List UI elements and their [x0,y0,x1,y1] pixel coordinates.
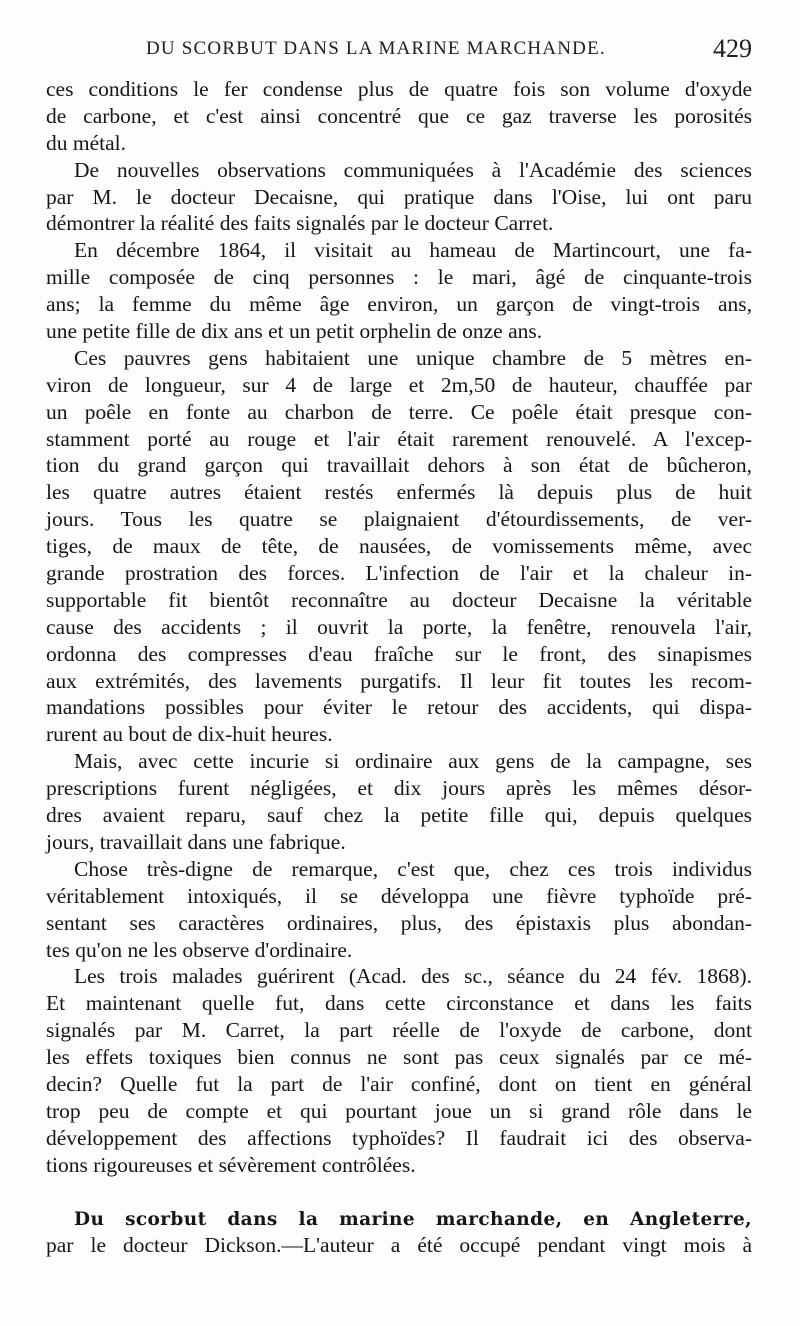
text-line: ordonna des compresses d'eau fraîche sur le front, des sinapismes [46,641,752,666]
text-line: grande prostration des forces. L'infection de l'air et la chaleur in- [46,561,752,586]
text-line: par M. le docteur Decaisne, qui pratique dans l'Oise, lui ont paru [46,184,752,209]
text-line: tion du grand garçon qui travaillait dehors à son état de bûcheron, [46,453,752,478]
text-line: trop peu de compte et qui pourtant joue un si grand rôle dans le [46,1098,752,1123]
text-line: mille composée de cinq personnes : le mari, âgé de cinquante-trois [46,265,752,290]
text-line: signalés par M. Carret, la part réelle de l'oxyde de carbone, dont [46,1018,752,1043]
text-line: Mais, avec cette incurie si ordinaire aux gens de la campagne, ses [74,749,752,774]
text-line: démontrer la réalité des faits signalés par le docteur Carret. [46,211,554,236]
text-line: De nouvelles observations communiquées à l'Académie des sciences [74,157,752,182]
text-line: aux extrémités, des lavements purgatifs. Il leur fit toutes les recom- [46,668,752,693]
text-line: un poêle en fonte au charbon de terre. Ce poêle était presque con- [46,399,752,424]
text-line: les effets toxiques bien connus ne sont pas ceux signalés par ce mé- [46,1045,752,1070]
text-line: Et maintenant quelle fut, dans cette circonstance et dans les faits [46,991,752,1016]
text-line: rurent au bout de dix-huit heures. [46,722,333,747]
text-line: tes qu'on ne les observe d'ordinaire. [46,937,353,962]
text-line: prescriptions furent négligées, et dix jours après les mêmes désor- [46,776,752,801]
text-line: ces conditions le fer condense plus de quatre fois son volume d'oxyde [46,77,752,101]
text-line: les quatre autres étaient restés enfermés là depuis plus de huit [46,480,752,505]
text-line: ans; la femme du même âge environ, un garçon de vingt-trois ans, [46,292,752,317]
text-line: développement des affections typhoïdes? Il faudrait ici des observa- [46,1125,752,1150]
text-line: cause des accidents ; il ouvrit la porte, la fenêtre, renouvela l'air, [46,614,752,639]
text-line: Les trois malades guérirent (Acad. des sc., séance du 24 fév. 1868). [74,964,752,989]
page-number: 429 [713,34,752,63]
text-line: Chose très-digne de remarque, c'est que, chez ces trois individus [74,856,752,881]
body-text [46,76,752,1259]
text-line: jours. Tous les quatre se plaignaient d'étourdissements, de ver- [46,507,752,532]
text-line: de carbone, et c'est ainsi concentré que ce gaz traverse les porosités [46,103,752,128]
text-line: sentant ses caractères ordinaires, plus, des épistaxis plus abondan- [46,910,752,935]
text-line: Ces pauvres gens habitaient une unique chambre de 5 mètres en- [74,345,752,370]
text-line: stamment porté au rouge et l'air était rarement renouvelé. A l'excep- [46,426,752,451]
text-line: par le docteur Dickson.—L'auteur a été occupé pendant vingt mois à [46,1233,752,1258]
text-line: une petite fille de dix ans et un petit orphelin de onze ans. [46,319,543,344]
text-line: du métal. [46,130,127,155]
section-title: Du scorbut dans la marine marchande, en Angleterre, [74,1209,752,1231]
text-line: decin? Quelle fut la part de l'air confiné, dont on tient en général [46,1071,752,1096]
text-line: supportable fit bientôt reconnaître au docteur Decaisne la véritable [46,587,752,612]
paragraph-gap [46,1179,752,1206]
text-line: tions rigoureuses et sévèrement contrôlées. [46,1152,416,1177]
section-heading-line [46,1205,752,1232]
text-line: véritablement intoxiqués, il se développa une fièvre typhoïde pré- [46,883,752,908]
text-line: tiges, de maux de tête, de nausées, de vomissements même, avec [46,534,752,559]
text-line: mandations possibles pour éviter le retour des accidents, qui dispa- [46,695,752,720]
running-header [40,36,752,70]
text-line: En décembre 1864, il visitait au hameau de Martincourt, une fa- [74,238,752,263]
text-line: dres avaient reparu, sauf chez la petite fille qui, depuis quelques [46,803,752,828]
running-title: DU SCORBUT DANS LA MARINE MARCHANDE. [146,38,606,59]
text-line: viron de longueur, sur 4 de large et 2m,50 de hauteur, chauffée par [46,372,752,397]
text-line: jours, travaillait dans une fabrique. [46,829,346,854]
